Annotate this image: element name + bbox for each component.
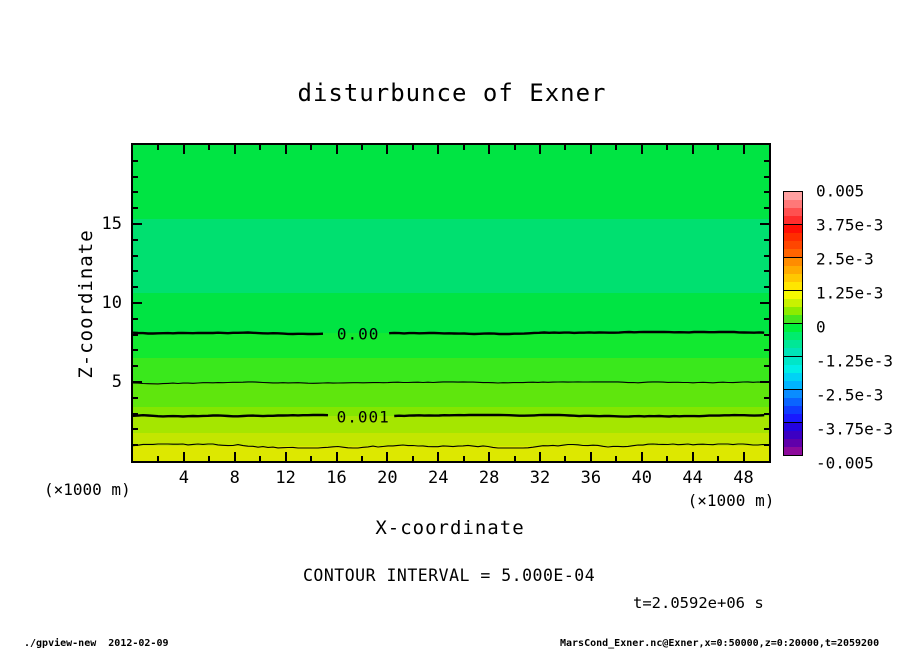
footer-command-text: ./gpview-new 2012-02-09 bbox=[24, 638, 169, 649]
axis-tick bbox=[310, 456, 312, 461]
axis-tick bbox=[743, 145, 745, 154]
axis-tick bbox=[386, 145, 388, 154]
colorbar-tick-label: -1.25e-3 bbox=[816, 351, 894, 371]
contour-line bbox=[133, 444, 768, 448]
axis-tick bbox=[764, 191, 769, 193]
axis-tick bbox=[133, 428, 138, 430]
axis-tick bbox=[764, 239, 769, 241]
colorbar-tick-label: 0 bbox=[816, 317, 826, 337]
axis-tick bbox=[764, 160, 769, 162]
x-tick-label: 4 bbox=[178, 468, 189, 488]
axis-tick bbox=[564, 145, 566, 150]
axis-tick bbox=[764, 270, 769, 272]
axis-tick bbox=[361, 145, 363, 150]
axis-tick bbox=[183, 452, 185, 461]
axis-tick bbox=[133, 239, 138, 241]
axis-tick bbox=[666, 145, 668, 150]
axis-tick bbox=[133, 207, 138, 209]
colorbar-tick-label: -3.75e-3 bbox=[816, 419, 894, 439]
axis-tick bbox=[641, 452, 643, 461]
footer-source-text: MarsCond_Exner.nc@Exner,x=0:50000,z=0:20000,t=2059200 bbox=[560, 638, 880, 649]
axis-tick bbox=[764, 207, 769, 209]
axis-tick bbox=[133, 444, 138, 446]
x-axis-title: X-coordinate bbox=[375, 517, 525, 539]
chart-title: disturbunce of Exner bbox=[297, 79, 607, 107]
contour-line bbox=[133, 415, 328, 417]
colorbar-tick-label: 2.5e-3 bbox=[816, 249, 874, 269]
contour-line bbox=[133, 382, 768, 384]
x-tick-label: 36 bbox=[580, 468, 602, 488]
axis-tick bbox=[133, 191, 138, 193]
colorbar-tick-label: -0.005 bbox=[816, 453, 874, 473]
contour-line bbox=[133, 333, 323, 335]
plot-area bbox=[131, 143, 771, 463]
axis-tick bbox=[590, 452, 592, 461]
x-tick-label: 28 bbox=[478, 468, 500, 488]
contour-line bbox=[394, 415, 764, 417]
axis-tick bbox=[133, 318, 138, 320]
axis-tick bbox=[361, 456, 363, 461]
axis-tick bbox=[539, 145, 541, 154]
axis-tick bbox=[133, 334, 138, 336]
x-tick-label: 40 bbox=[631, 468, 653, 488]
y-tick-label: 15 bbox=[101, 214, 122, 234]
axis-tick bbox=[259, 145, 261, 150]
axis-tick bbox=[764, 286, 769, 288]
axis-tick bbox=[336, 452, 338, 461]
axis-tick bbox=[760, 302, 769, 304]
colorbar-segment bbox=[783, 191, 803, 225]
colorbar-segment bbox=[783, 224, 803, 258]
axis-tick bbox=[692, 145, 694, 154]
axis-tick bbox=[133, 223, 142, 225]
x-axis-unit-label-left: (×1000 m) bbox=[44, 480, 131, 499]
axis-tick bbox=[336, 145, 338, 154]
x-tick-label: 16 bbox=[326, 468, 347, 488]
axis-tick bbox=[259, 456, 261, 461]
colorbar-tick-label: -2.5e-3 bbox=[816, 385, 884, 405]
axis-tick bbox=[133, 270, 138, 272]
axis-tick bbox=[208, 456, 210, 461]
axis-tick bbox=[463, 145, 465, 150]
colorbar-tick-label: 1.25e-3 bbox=[816, 283, 884, 303]
x-tick-label: 12 bbox=[275, 468, 296, 488]
axis-tick bbox=[764, 413, 769, 415]
axis-tick bbox=[764, 176, 769, 178]
axis-tick bbox=[437, 145, 439, 154]
axis-tick bbox=[564, 456, 566, 461]
axis-tick bbox=[590, 145, 592, 154]
axis-tick bbox=[692, 452, 694, 461]
axis-tick bbox=[285, 145, 287, 154]
colorbar-tick-label: 3.75e-3 bbox=[816, 215, 884, 235]
axis-tick bbox=[764, 255, 769, 257]
colorbar-segment bbox=[783, 422, 803, 456]
colorbar-tick-label: 0.005 bbox=[816, 181, 865, 201]
axis-tick bbox=[133, 176, 138, 178]
x-tick-label: 24 bbox=[428, 468, 449, 488]
axis-tick bbox=[488, 145, 490, 154]
axis-tick bbox=[133, 160, 138, 162]
contour-interval-label: CONTOUR INTERVAL = 5.000E-04 bbox=[303, 566, 596, 585]
axis-tick bbox=[386, 452, 388, 461]
axis-tick bbox=[743, 452, 745, 461]
axis-tick bbox=[133, 286, 138, 288]
axis-tick bbox=[764, 444, 769, 446]
contour-value-label: 0.00 bbox=[336, 324, 380, 344]
axis-tick bbox=[615, 456, 617, 461]
axis-tick bbox=[133, 255, 138, 257]
colorbar-segment bbox=[783, 389, 803, 423]
axis-tick bbox=[717, 456, 719, 461]
axis-tick bbox=[463, 456, 465, 461]
x-tick-label: 48 bbox=[733, 468, 754, 488]
axis-tick bbox=[488, 452, 490, 461]
colorbar-segment bbox=[783, 257, 803, 291]
axis-tick bbox=[514, 145, 516, 150]
x-tick-label: 44 bbox=[682, 468, 703, 488]
axis-tick bbox=[514, 456, 516, 461]
x-axis-unit-label-right: (×1000 m) bbox=[687, 491, 775, 510]
axis-tick bbox=[764, 318, 769, 320]
axis-tick bbox=[133, 413, 138, 415]
axis-tick bbox=[183, 145, 185, 154]
axis-tick bbox=[437, 452, 439, 461]
axis-tick bbox=[764, 365, 769, 367]
axis-tick bbox=[133, 381, 142, 383]
axis-tick bbox=[760, 381, 769, 383]
z-axis-title: Z-coordinate bbox=[75, 229, 97, 379]
axis-tick bbox=[717, 145, 719, 150]
axis-tick bbox=[234, 145, 236, 154]
time-label: t=2.0592e+06 s bbox=[633, 594, 764, 612]
axis-tick bbox=[310, 145, 312, 150]
axis-tick bbox=[208, 145, 210, 150]
axis-tick bbox=[285, 452, 287, 461]
axis-tick bbox=[539, 452, 541, 461]
axis-tick bbox=[641, 145, 643, 154]
axis-tick bbox=[133, 397, 138, 399]
axis-tick bbox=[234, 452, 236, 461]
contour-lines bbox=[133, 145, 769, 461]
axis-tick bbox=[157, 456, 159, 461]
axis-tick bbox=[133, 302, 142, 304]
contour-line bbox=[389, 332, 764, 334]
axis-tick bbox=[157, 145, 159, 150]
colorbar-segment bbox=[783, 290, 803, 324]
colorbar bbox=[783, 191, 803, 456]
y-tick-label: 5 bbox=[111, 372, 122, 392]
y-tick-label: 10 bbox=[101, 293, 122, 313]
plot-field bbox=[133, 145, 769, 461]
axis-tick bbox=[615, 145, 617, 150]
colorbar-segment bbox=[783, 356, 803, 390]
x-tick-label: 8 bbox=[229, 468, 240, 488]
axis-tick bbox=[412, 456, 414, 461]
axis-tick bbox=[412, 145, 414, 150]
axis-tick bbox=[666, 456, 668, 461]
contour-value-label: 0.001 bbox=[336, 407, 390, 427]
axis-tick bbox=[764, 334, 769, 336]
axis-tick bbox=[133, 365, 138, 367]
axis-tick bbox=[764, 397, 769, 399]
colorbar-segment bbox=[783, 323, 803, 357]
axis-tick bbox=[760, 223, 769, 225]
axis-tick bbox=[764, 349, 769, 351]
axis-tick bbox=[133, 349, 138, 351]
axis-tick bbox=[764, 428, 769, 430]
x-tick-label: 32 bbox=[529, 468, 551, 488]
x-tick-label: 20 bbox=[377, 468, 398, 488]
